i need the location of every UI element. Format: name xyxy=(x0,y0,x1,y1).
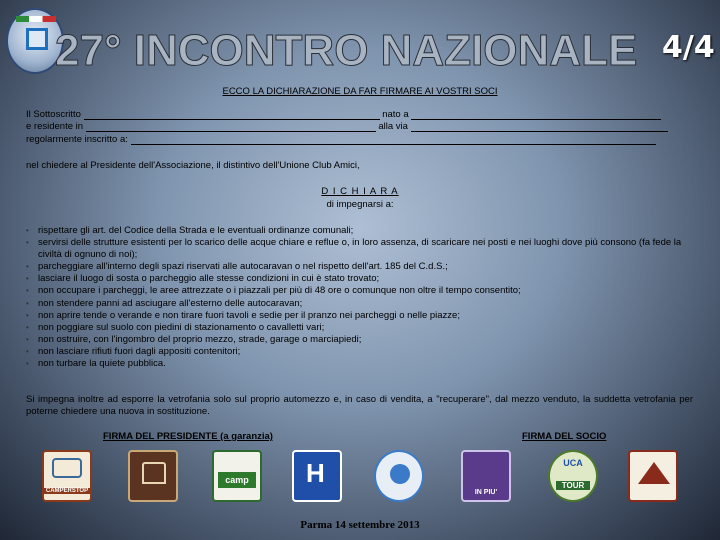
footer-date: Parma 14 settembre 2013 xyxy=(300,519,420,531)
obligations-list xyxy=(26,225,696,370)
label-residente: e residente in xyxy=(26,121,84,132)
page-number: 4/4 xyxy=(662,30,715,65)
blank-street[interactable] xyxy=(411,122,668,132)
camp-label: camp xyxy=(218,472,256,488)
list-item: • non turbare la quiete pubblica. xyxy=(26,358,696,370)
list-item: • non occupare i parcheggi, le aree attrezzate o i piazzali per più di 48 ore o comunque non oltre il tempo consentito; xyxy=(26,285,696,297)
inpiu-label: IN PIU' xyxy=(474,489,498,496)
impegno-text: di impegnarsi a: xyxy=(326,199,394,210)
globe-icon xyxy=(390,464,410,484)
list-item: • lasciare il luogo di sosta o parcheggio alle stesse condizioni in cui è stato trovato; xyxy=(26,273,696,285)
closing-paragraph: Si impegna inoltre ad esporre la vetrofania solo sul proprio automezzo e, in caso di vendita, a "recuperare", dal mezzo venduto, la suddetta vetrofania per poterne chiedere una nuova in sostituzione. xyxy=(26,394,693,417)
signature-president: FIRMA DEL PRESIDENTE (a garanzia) xyxy=(103,431,273,442)
label-sottoscritto: Il Sottoscritto xyxy=(26,109,81,120)
document-subtitle: ECCO LA DICHIARAZIONE DA FAR FIRMARE AI VOSTRI SOCI xyxy=(222,86,498,97)
inpiu-logo xyxy=(461,450,511,502)
list-item: • rispettare gli art. del Codice della Strada e le eventuali ordinanze comunali; xyxy=(26,225,696,237)
list-item: • non lasciare rifiuti fuori dagli appositi contenitori; xyxy=(26,346,696,358)
list-item: • non poggiare sul suolo con piedini di stazionamento o cavalletti vari; xyxy=(26,322,696,334)
club-badge-logo xyxy=(374,450,424,502)
camperstop-label: CAMPERSTOP xyxy=(45,488,89,494)
blank-registration[interactable] xyxy=(131,135,656,145)
camp-logo xyxy=(212,450,262,502)
mountain-logo xyxy=(628,450,678,502)
dichiara-heading: D I C H I A R A xyxy=(321,186,399,197)
h-icon: H xyxy=(306,458,325,488)
intro-text: nel chiedere al Presidente dell'Associazione, il distintivo dell'Unione Club Amici, xyxy=(26,160,360,171)
list-item: • non stendere panni ad asciugare all'esterno delle autocaravan; xyxy=(26,298,696,310)
list-item: • non aprire tende o verande e non tirare fuori tavoli e sedie per il pranzo nei parcheggi o nelle piazze; xyxy=(26,310,696,322)
blank-residence[interactable] xyxy=(86,122,376,132)
list-item: • non ostruire, con l'ingombro del proprio mezzo, strade, garage o marciapiedi; xyxy=(26,334,696,346)
church-icon xyxy=(142,462,166,484)
blank-birthplace[interactable] xyxy=(411,110,661,120)
form-line-name xyxy=(26,109,661,120)
form-line-registration xyxy=(26,134,656,145)
tour-label: TOUR xyxy=(556,481,590,490)
italian-flag-stripe xyxy=(16,16,56,22)
label-inscritto: regolarmente inscritto a: xyxy=(26,134,128,145)
label-via: alla via xyxy=(378,121,408,132)
camper-service-logo xyxy=(292,450,342,502)
uca-label: UCA xyxy=(563,458,583,468)
blank-name[interactable] xyxy=(84,110,380,120)
list-item: • servirsi delle strutture esistenti per lo scarico delle acque chiare e reflue o, in loro assenza, di scaricare nei posti e nei luoghi dove più consono (fa fede la civiltà di ognuno di noi); xyxy=(26,237,696,261)
page-title: 27° INCONTRO NAZIONALE xyxy=(55,26,638,75)
camperstop-logo xyxy=(42,450,92,502)
list-item: • parcheggiare all'interno degli spazi riservati alle autocaravan o nel rispetto dell'art. 185 del C.d.S.; xyxy=(26,261,696,273)
logo-square-icon xyxy=(26,28,48,50)
form-line-residence xyxy=(26,121,668,132)
label-nato-a: nato a xyxy=(382,109,409,120)
town-logo xyxy=(128,450,178,502)
signature-member: FIRMA DEL SOCIO xyxy=(522,431,607,442)
uca-tour-logo xyxy=(548,450,598,502)
camper-icon xyxy=(52,458,82,478)
mountain-icon xyxy=(638,462,670,484)
